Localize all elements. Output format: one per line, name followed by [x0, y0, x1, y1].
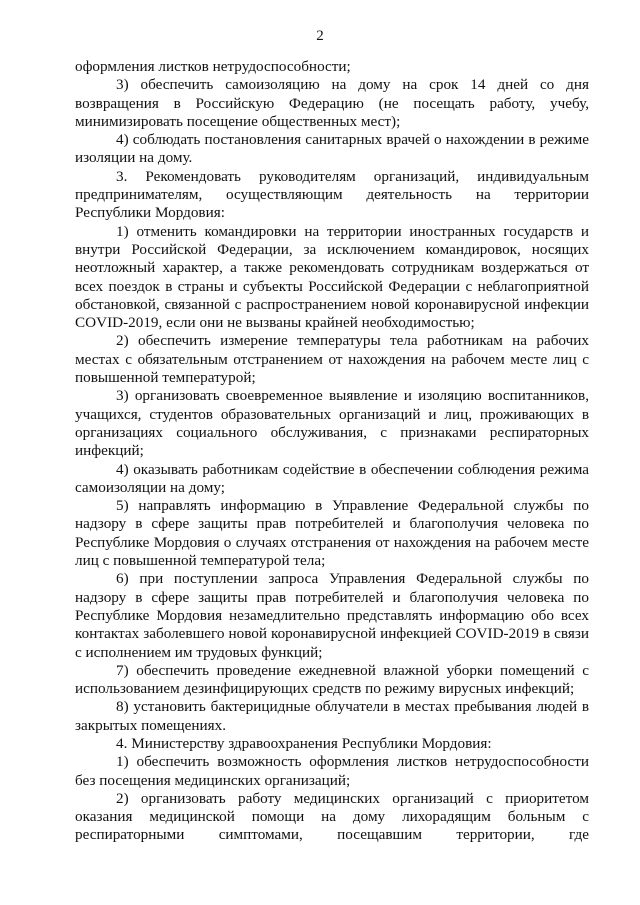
paragraph-item-2-home-care: 2) организовать работу медицинских организаций с приоритетом оказания медицинской помощи на дому лихорадящим больным с респираторными симптомами, посещавшим территории, где: [75, 789, 589, 844]
paragraph-section-3-heading: 3. Рекомендовать руководителям организаций, индивидуальным предпринимателям, осуществляющим деятельность на территории Республики Мордовия:: [75, 167, 589, 222]
paragraph-item-8-irradiators: 8) установить бактерицидные облучатели в местах пребывания людей в закрытых помещениях.: [75, 698, 589, 734]
paragraph-continuation: оформления листков нетрудоспособности;: [75, 58, 351, 75]
document-body: [75, 58, 589, 845]
paragraph-section-4-heading: 4. Министерству здравоохранения Республики Мордовия:: [116, 734, 492, 752]
paragraph-item-1-sick-leave: 1) обеспечить возможность оформления листков нетрудоспособности без посещения медицинских организаций;: [75, 753, 589, 789]
paragraph-item-5-information: 5) направлять информацию в Управление Федеральной службы по надзору в сфере защиты прав потребителей и благополучия человека по Республике Мордовия о случаях отстранения от нахождения на рабочем месте лиц с повышенной температурой тела;: [75, 497, 589, 570]
paragraph-item-3-self-isolation: 3) обеспечить самоизоляцию на дому на срок 14 дней со дня возвращения в Российскую Федерацию (не посещать работу, учебу, минимизировать посещение общественных мест);: [75, 76, 589, 130]
paragraph-item-6-contacts: 6) при поступлении запроса Управления Федеральной службы по надзору в сфере защиты прав потребителей и благополучия человека по Республике Мордовия незамедлительно представлять информацию обо всех контактах заболевшего новой коронавирусной инфекцией COVID-2019 в связи с исполнением им трудовых функций;: [75, 570, 589, 661]
paragraph-item-3-isolation-students: 3) организовать своевременное выявление и изоляцию воспитанников, учащихся, студентов образовательных организаций и лиц, проживающих в организациях социального обслуживания, с признаками респираторных инфекций;: [75, 387, 589, 460]
paragraph-item-4-sanitary-orders: 4) соблюдать постановления санитарных врачей о нахождении в режиме изоляции на дому.: [75, 131, 589, 167]
paragraph-item-4-assistance: 4) оказывать работникам содействие в обеспечении соблюдения режима самоизоляции на дому;: [75, 460, 589, 496]
page-number: 2: [316, 28, 324, 44]
paragraph-item-7-cleaning: 7) обеспечить проведение ежедневной влажной уборки помещений с использованием дезинфицирующих средств по режиму вирусных инфекций;: [75, 661, 589, 698]
paragraph-item-1-business-trips: 1) отменить командировки на территории иностранных государств и внутри Российской Федерации, за исключением командировок, носящих неотложный характер, а также рекомендовать сотрудникам воздержаться от всех поездок в страны и субъекты Российской Федерации с неблагоприятной обстановкой, связанной с распространением новой коронавирусной инфекции COVID-2019, если они не вызваны крайней необходимостью;: [75, 222, 589, 332]
paragraph-item-2-temperature: 2) обеспечить измерение температуры тела работникам на рабочих местах с обязательным отстранением от нахождения на рабочем месте лиц с повышенной температурой;: [75, 332, 589, 387]
